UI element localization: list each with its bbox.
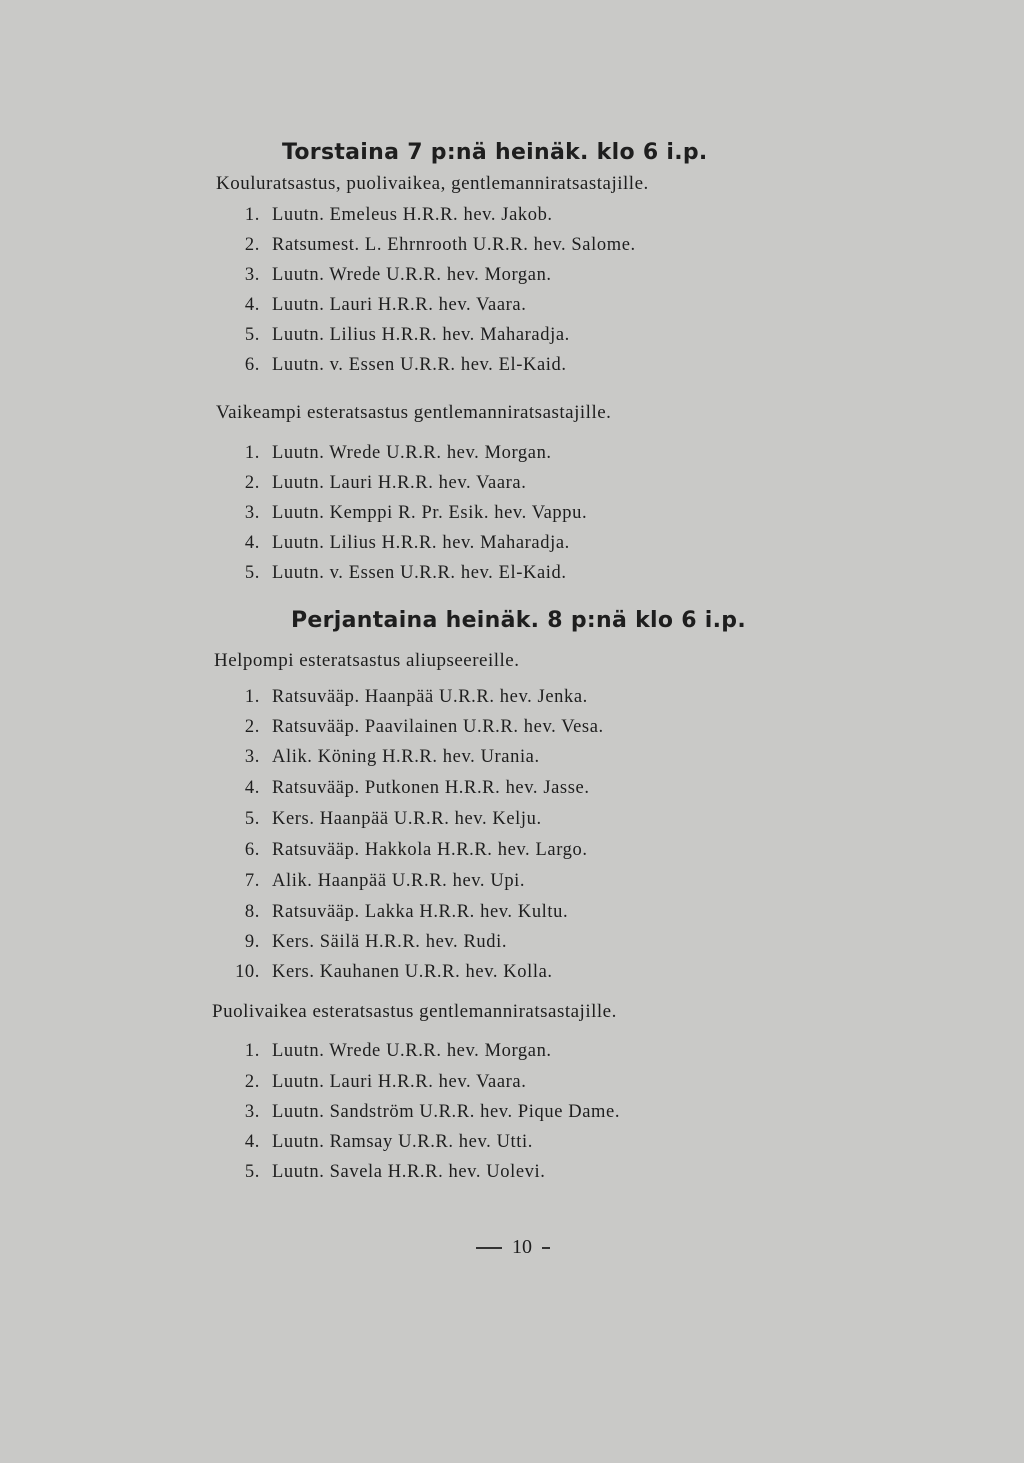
list-item: 4. Luutn. Ramsay U.R.R. hev. Utti. (244, 1132, 533, 1152)
event-title: Helpompi esteratsastus aliupseereille. (214, 650, 520, 671)
list-item: 2. Ratsuvääp. Paavilainen U.R.R. hev. Vesa. (244, 717, 604, 737)
list-item: 10. Kers. Kauhanen U.R.R. hev. Kolla. (235, 962, 553, 982)
list-item: 2. Luutn. Lauri H.R.R. hev. Vaara. (244, 1072, 527, 1092)
event-title: Puolivaikea esteratsastus gentlemanniratsastajille. (212, 1001, 617, 1022)
list-item: 8. Ratsuvääp. Lakka H.R.R. hev. Kultu. (244, 902, 569, 922)
list-item: 5. Luutn. Lilius H.R.R. hev. Maharadja. (244, 325, 570, 345)
list-item: 5. Kers. Haanpää U.R.R. hev. Kelju. (244, 809, 542, 829)
section-heading-friday: Perjantaina heinäk. 8 p:nä klo 6 i.p. (291, 608, 746, 633)
list-item: 2. Ratsumest. L. Ehrnrooth U.R.R. hev. Salome. (244, 235, 636, 255)
list-item: 1. Luutn. Wrede U.R.R. hev. Morgan. (244, 443, 552, 463)
list-item: 3. Luutn. Wrede U.R.R. hev. Morgan. (244, 265, 552, 285)
page-number (466, 1236, 560, 1259)
list-item: 5. Luutn. Savela H.R.R. hev. Uolevi. (244, 1162, 546, 1182)
page-number-text: 10 (512, 1236, 532, 1258)
list-item: 3. Luutn. Kemppi R. Pr. Esik. hev. Vappu. (244, 503, 588, 523)
list-item: 1. Ratsuvääp. Haanpää U.R.R. hev. Jenka. (244, 687, 588, 707)
list-item: 2. Luutn. Lauri H.R.R. hev. Vaara. (244, 473, 527, 493)
event-title: Vaikeampi esteratsastus gentlemanniratsastajille. (216, 402, 612, 423)
dash-left (476, 1247, 502, 1249)
list-item: 6. Luutn. v. Essen U.R.R. hev. El-Kaid. (244, 355, 567, 375)
dash-right (542, 1247, 550, 1249)
list-item: 4. Luutn. Lilius H.R.R. hev. Maharadja. (244, 533, 570, 553)
list-item: 5. Luutn. v. Essen U.R.R. hev. El-Kaid. (244, 563, 567, 583)
list-item: 1. Luutn. Wrede U.R.R. hev. Morgan. (244, 1041, 552, 1061)
event-title: Kouluratsastus, puolivaikea, gentlemanniratsastajille. (216, 173, 649, 194)
list-item: 3. Luutn. Sandström U.R.R. hev. Pique Dame. (244, 1102, 621, 1122)
list-item: 4. Luutn. Lauri H.R.R. hev. Vaara. (244, 295, 527, 315)
list-item: 4. Ratsuvääp. Putkonen H.R.R. hev. Jasse. (244, 778, 590, 798)
list-item: 3. Alik. Köning H.R.R. hev. Urania. (244, 747, 540, 767)
list-item: 1. Luutn. Emeleus H.R.R. hev. Jakob. (244, 205, 553, 225)
list-item: 9. Kers. Säilä H.R.R. hev. Rudi. (244, 932, 508, 952)
list-item: 7. Alik. Haanpää U.R.R. hev. Upi. (244, 871, 526, 891)
section-heading-thursday: Torstaina 7 p:nä heinäk. klo 6 i.p. (282, 140, 708, 165)
list-item: 6. Ratsuvääp. Hakkola H.R.R. hev. Largo. (244, 840, 588, 860)
